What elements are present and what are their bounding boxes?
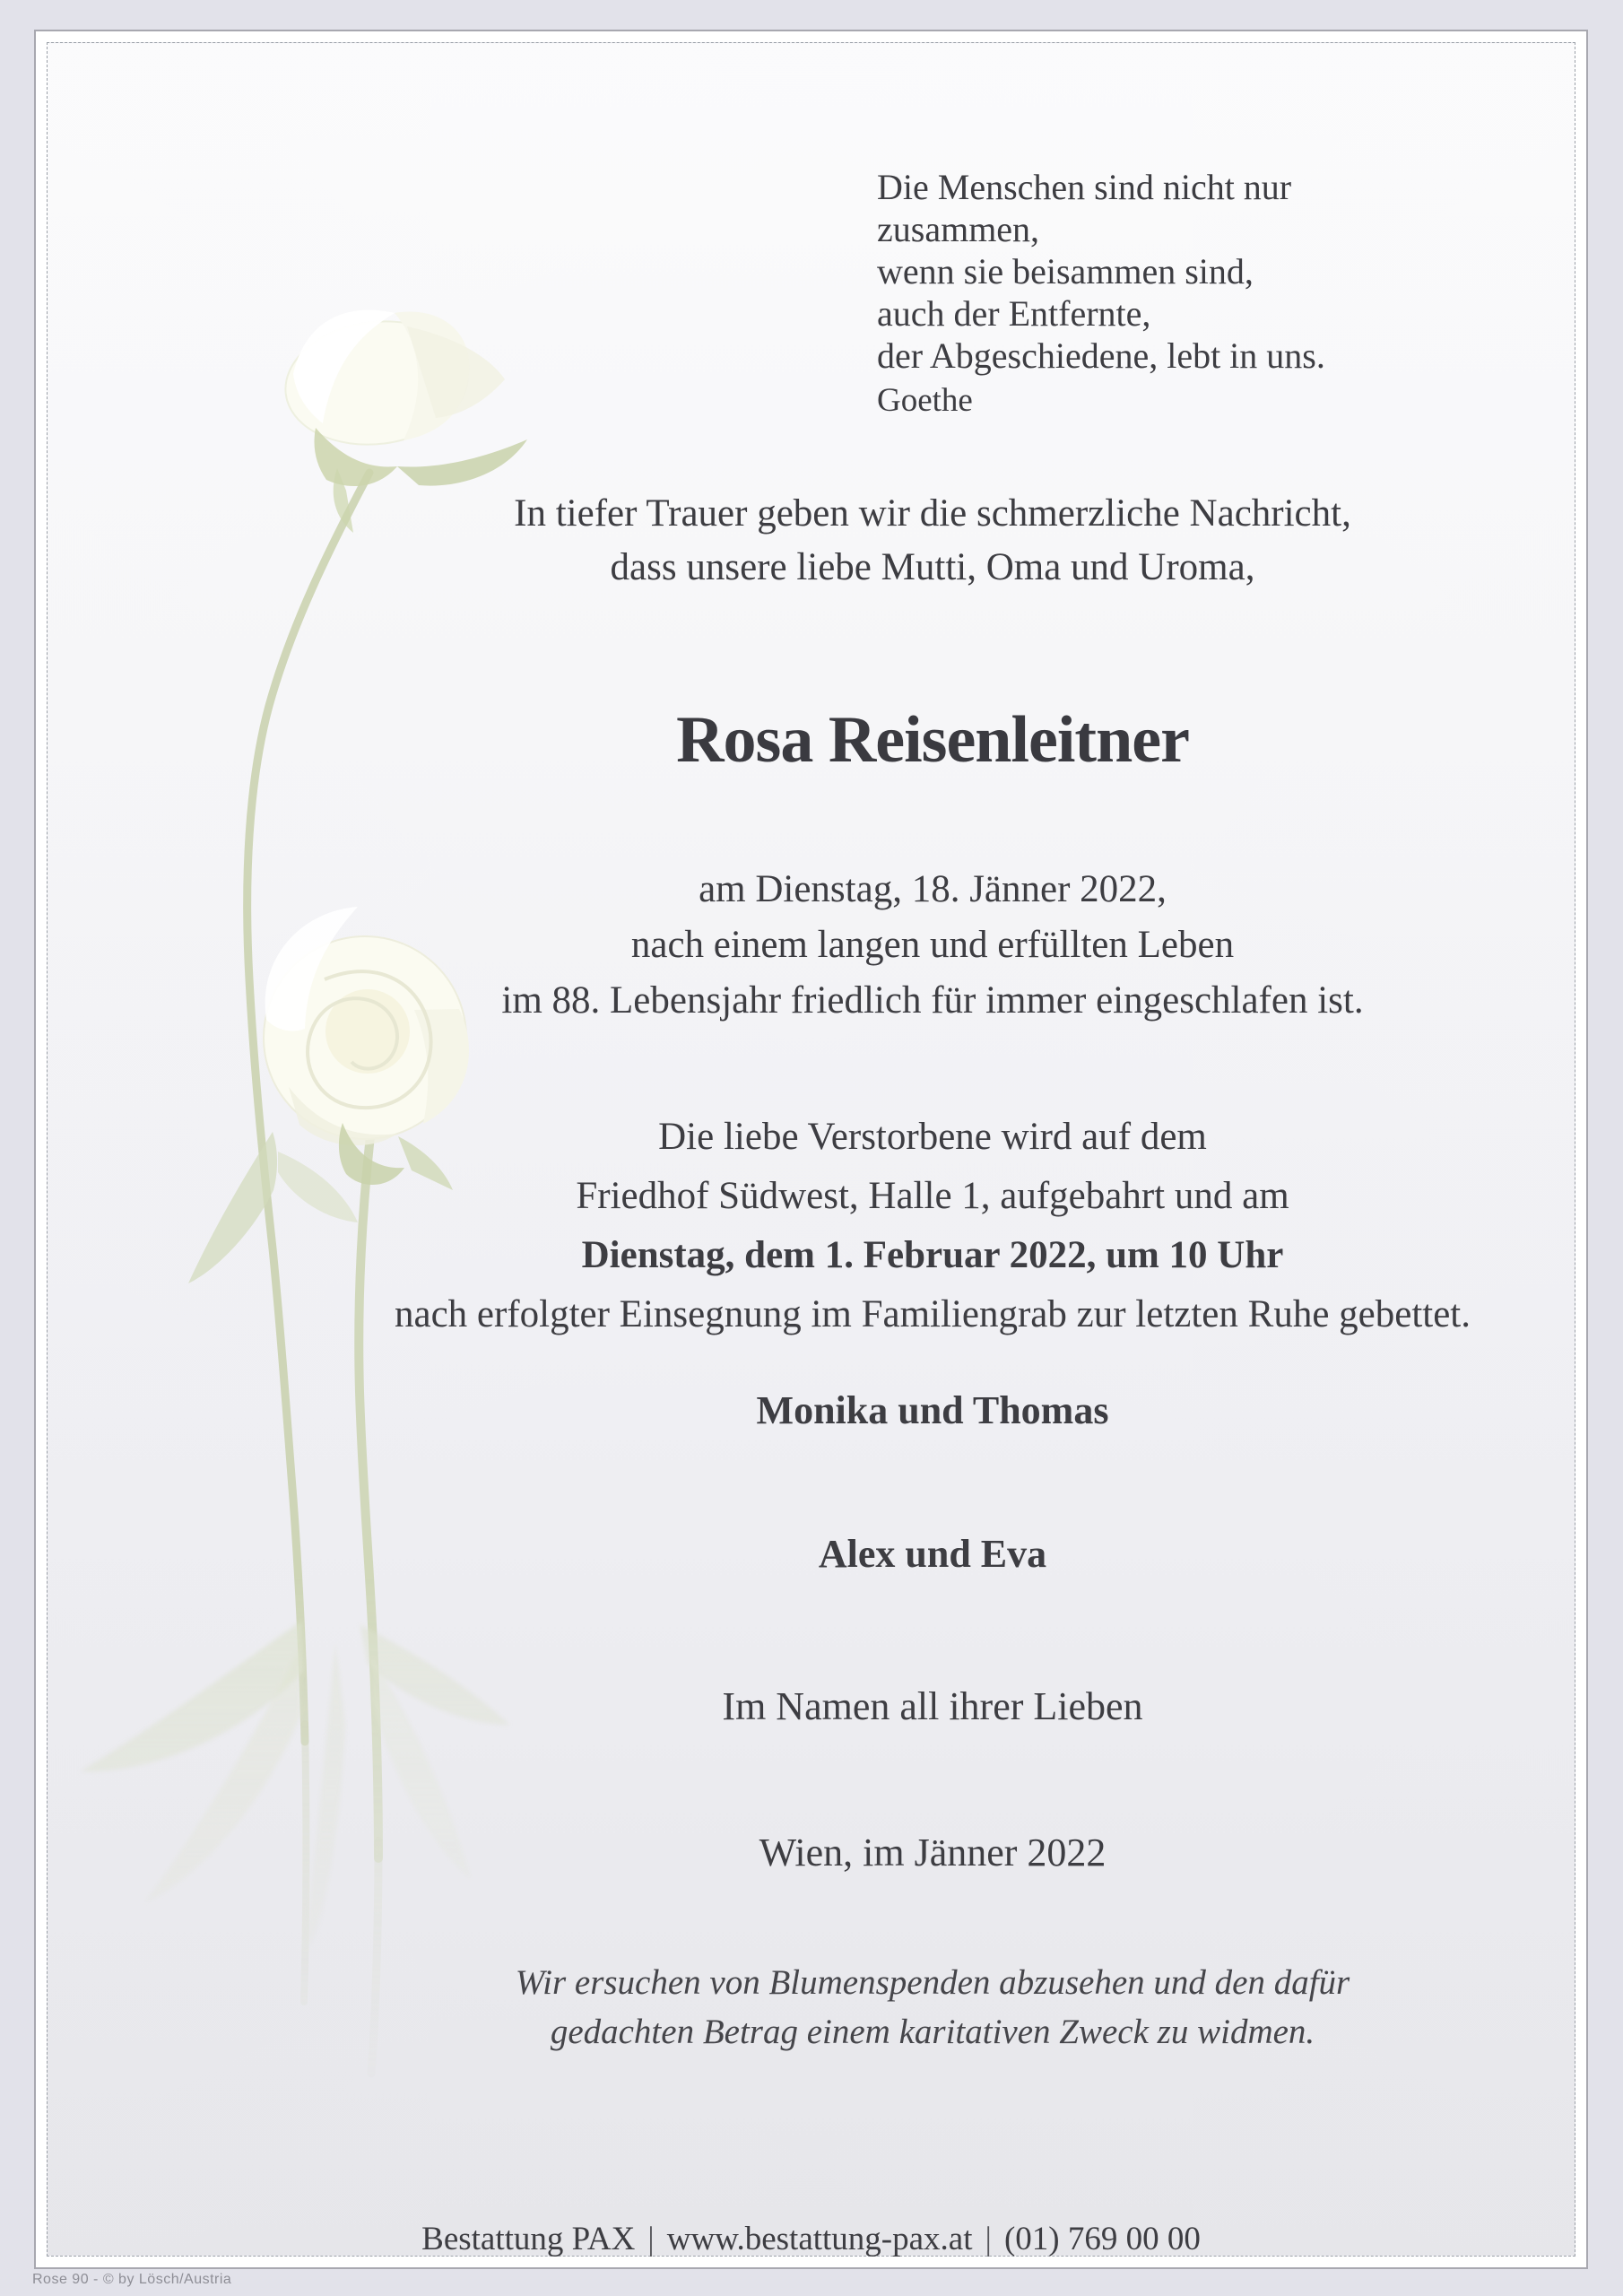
footer-separator: | xyxy=(647,2221,655,2257)
donation-note-line: gedachten Betrag einem karitativen Zweck zu widmen. xyxy=(550,2013,1315,2051)
announcement-text xyxy=(242,487,1623,595)
funeral-date-time: Dienstag, dem 1. Februar 2022, um 10 Uhr xyxy=(581,1234,1284,1276)
card-design-credit: Rose 90 - © by Lösch/Austria xyxy=(32,2272,232,2287)
death-details-line: am Dienstag, 18. Jänner 2022, xyxy=(699,868,1167,910)
footer-separator: | xyxy=(985,2221,992,2257)
funeral-home-footer xyxy=(36,2220,1586,2258)
death-details xyxy=(242,862,1623,1029)
rose-leaves-bottom xyxy=(81,1621,509,1951)
funeral-home-name: Bestattung PAX xyxy=(421,2221,636,2257)
funeral-details-line: Friedhof Südwest, Halle 1, aufgebahrt und am xyxy=(576,1175,1289,1217)
funeral-home-website: www.bestattung-pax.at xyxy=(666,2221,973,2257)
quote-line: der Abgeschiedene, lebt in uns. xyxy=(877,335,1325,376)
announcement-line: dass unsere liebe Mutti, Oma und Uroma, xyxy=(610,546,1255,588)
obituary-card xyxy=(34,30,1588,2269)
mourners-family-2: Alex und Eva xyxy=(818,1532,1047,1576)
place-date: Wien, im Jänner 2022 xyxy=(759,1831,1107,1874)
funeral-details-line: nach erfolgter Einsegnung im Familiengrab zur letzten Ruhe gebettet. xyxy=(394,1293,1471,1335)
funeral-details xyxy=(242,1108,1623,1344)
funeral-details-line: Die liebe Verstorbene wird auf dem xyxy=(658,1116,1207,1158)
quote-attribution: Goethe xyxy=(877,382,973,419)
death-details-line: im 88. Lebensjahr friedlich für immer eingeschlafen ist. xyxy=(501,979,1364,1022)
quote-line: zusammen, xyxy=(877,209,1040,249)
quote-line: auch der Entfernte, xyxy=(877,293,1151,334)
death-details-line: nach einem langen und erfüllten Leben xyxy=(630,924,1235,966)
mourners-family-1: Monika und Thomas xyxy=(756,1388,1109,1432)
quote-line: Die Menschen sind nicht nur xyxy=(877,167,1292,207)
donation-note-line: Wir ersuchen von Blumenspenden abzusehen und den dafür xyxy=(515,1963,1350,2002)
funeral-home-phone: (01) 769 00 00 xyxy=(1003,2221,1201,2257)
mourners-closing: Im Namen all ihrer Lieben xyxy=(722,1684,1143,1728)
deceased-name: Rosa Reisenleitner xyxy=(676,703,1189,777)
quote-line: wenn sie beisammen sind, xyxy=(877,251,1254,291)
memorial-quote xyxy=(877,166,1487,422)
announcement-line: In tiefer Trauer geben wir die schmerzliche Nachricht, xyxy=(514,492,1351,535)
donation-note xyxy=(242,1958,1623,2057)
